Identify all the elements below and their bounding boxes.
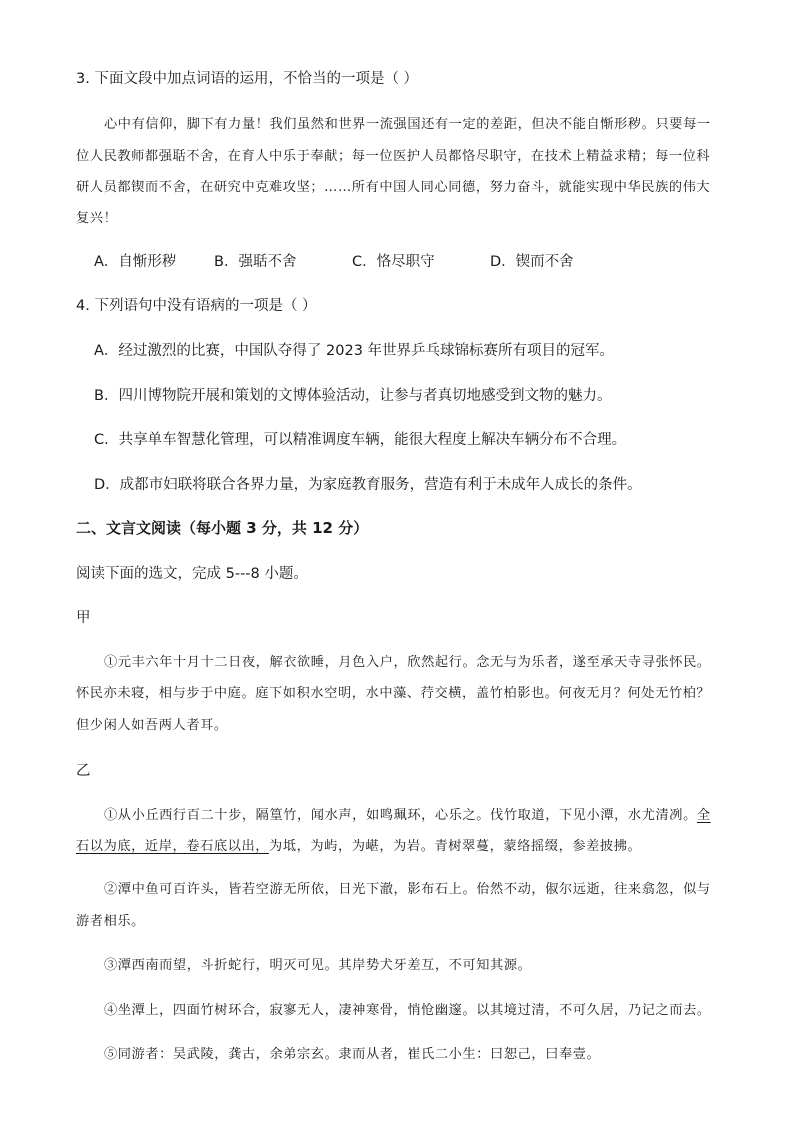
question-4-stem: 4. 下列语句中没有语病的一项是（ ）: [76, 298, 317, 314]
q4-option-a: A．经过激烈的比赛，中国队夺得了 2023 年世界乒乓球锦标赛所有项目的冠军。: [94, 343, 615, 359]
yi-para-2-line: 游者相乐。: [76, 914, 145, 929]
passage-line: 复兴！: [76, 211, 118, 226]
passage-yi-label: 乙: [76, 763, 91, 779]
yi-para-1-line-2: [76, 835, 641, 854]
yi-text: ①从小丘西行百二十步，隔篁竹，闻水声，如鸣珮环，心乐之。伐竹取道，下见小潭，水尤清冽。: [104, 808, 697, 823]
jia-line: ①元丰六年十月十二日夜，解衣欲睡，月色入户，欣然起行。念无与为乐者，遂至承天寺寻张怀民。: [104, 655, 711, 670]
yi-para-5: ⑤同游者：吴武陵，龚古，余弟宗玄。隶而从者，崔氏二小生：曰恕己，曰奉壹。: [104, 1047, 601, 1062]
section-instruction: 阅读下面的选文，完成 5---8 小题。: [76, 566, 308, 582]
passage-jia-label: 甲: [76, 610, 91, 626]
jia-line: 但少闲人如吾两人者耳。: [76, 718, 228, 733]
passage-line: 位人民教师都强聒不舍，在育人中乐于奉献；每一位医护人员都恪尽职守，在技术上精益求精；每一位科: [76, 149, 711, 164]
q3-option-b: B．强聒不舍: [214, 254, 297, 270]
q3-option-a: A．自惭形秽: [94, 254, 177, 270]
q4-option-d: D．成都市妇联将联合各界力量，为家庭教育服务，营造有利于未成年人成长的条件。: [94, 477, 642, 493]
passage-line: 研人员都锲而不舍，在研究中克难攻坚；……所有中国人同心同德，努力奋斗，就能实现中华民族的伟大: [76, 180, 711, 195]
section-heading: 二、文言文阅读（每小题 3 分，共 12 分）: [76, 519, 369, 537]
question-3-stem: 3. 下面文段中加点词语的运用，不恰当的一项是（ ）: [76, 71, 419, 87]
yi-para-2-line: ②潭中鱼可百许头，皆若空游无所依，日光下澈，影布石上。佁然不动，俶尔远逝，往来翕忽，似与: [104, 882, 711, 897]
q4-option-c: C．共享单车智慧化管理，可以精准调度车辆，能很大程度上解决车辆分布不合理。: [94, 432, 627, 448]
passage-line: 心中有信仰，脚下有力量！我们虽然和世界一流强国还有一定的差距，但决不能自惭形秽。只要每一: [104, 117, 711, 132]
q3-option-c: C．恪尽职守: [352, 254, 435, 270]
yi-para-4: ④坐潭上，四面竹树环合，寂寥无人，凄神寒骨，悄怆幽邃。以其境过清，不可久居，乃记之而去。: [104, 1003, 711, 1018]
yi-para-3: ③潭西南而望，斗折蛇行，明灭可见。其岸势犬牙差互，不可知其源。: [104, 958, 532, 973]
jia-line: 怀民亦未寝，相与步于中庭。庭下如积水空明，水中藻、荇交横，盖竹柏影也。何夜无月？何处无竹柏？: [76, 686, 711, 701]
underlined-text: 石以为底，近岸，卷石底以出，: [76, 839, 270, 854]
q3-option-d: D．锲而不舍: [490, 254, 574, 270]
yi-text: 为坻，为屿，为嵁，为岩。青树翠蔓，蒙络摇缀，参差披拂。: [269, 839, 642, 854]
q4-option-b: B．四川博物院开展和策划的文博体验活动，让参与者真切地感受到文物的魅力。: [94, 388, 612, 404]
yi-para-1-line-1: [104, 804, 711, 823]
underlined-text: 全: [696, 808, 711, 823]
